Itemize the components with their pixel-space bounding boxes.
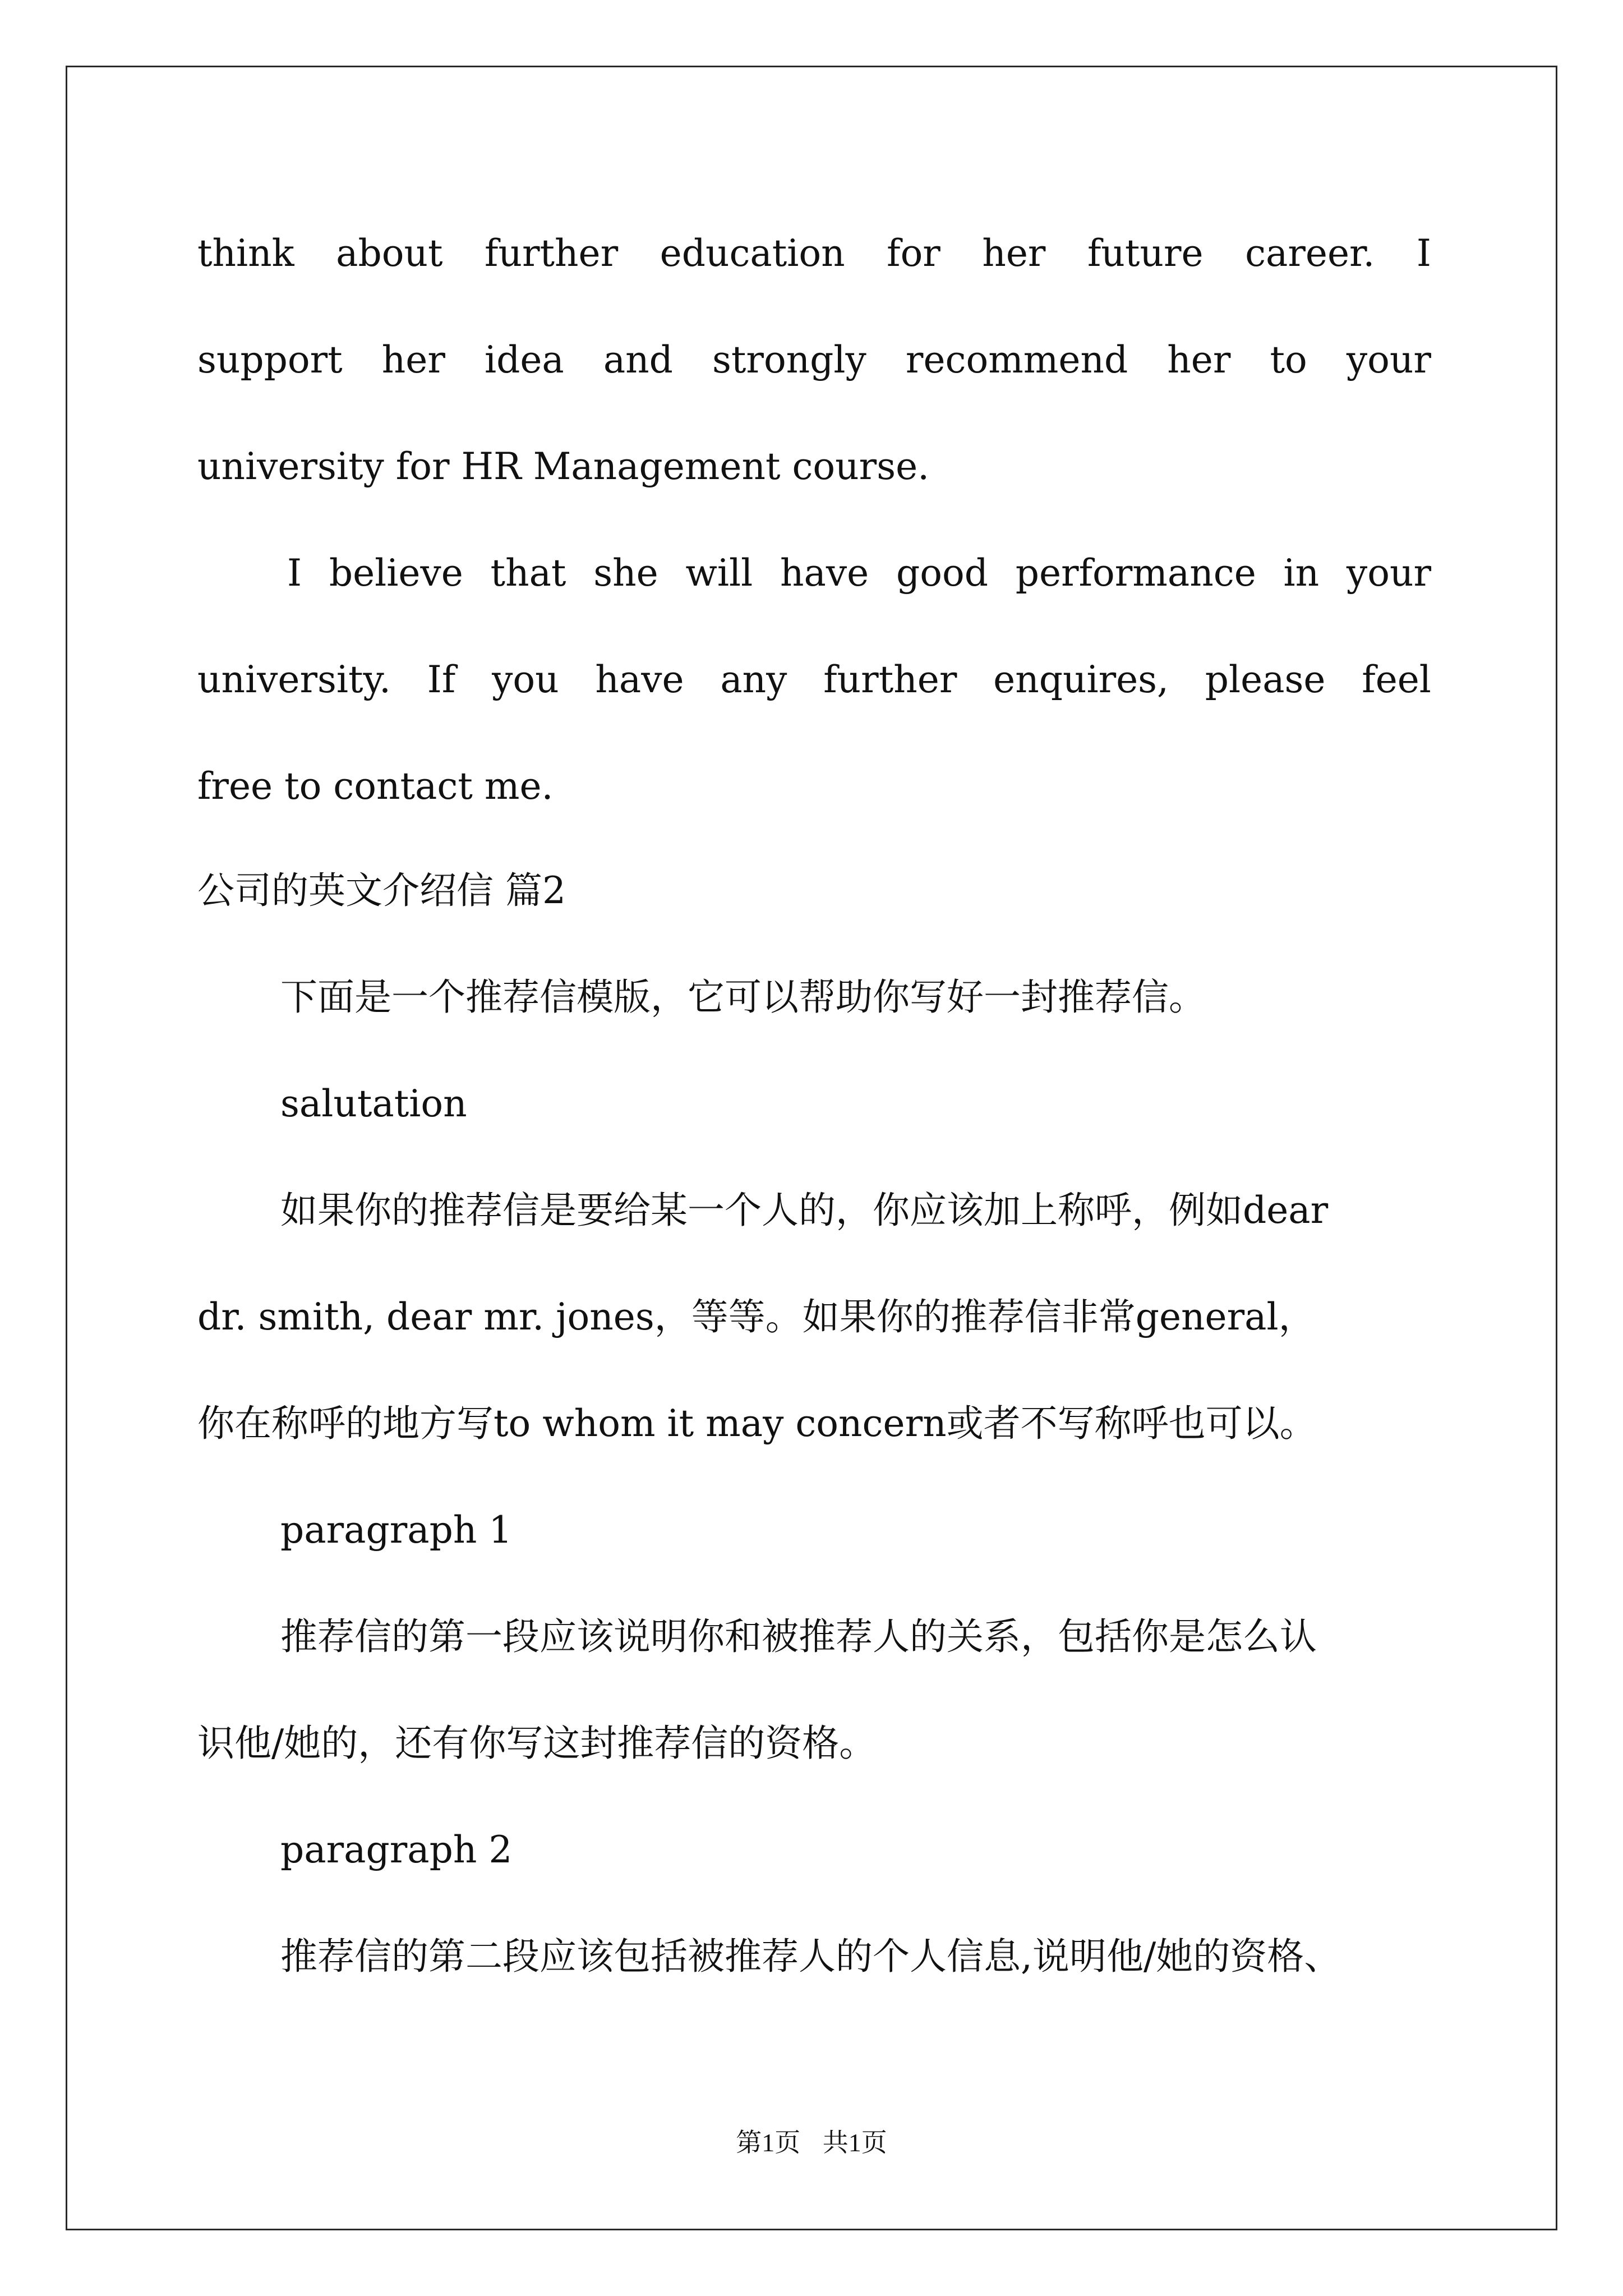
section-label: paragraph 2 bbox=[280, 1828, 513, 1871]
text-line: I believe that she will have good performance in your bbox=[287, 551, 1431, 595]
page-number-current: 第1页 bbox=[736, 2128, 801, 2157]
text-line: think about further education for her future career. I bbox=[197, 232, 1431, 275]
section-label: paragraph 1 bbox=[280, 1508, 513, 1552]
text-line: university for HR Management course. bbox=[197, 445, 930, 488]
text-line: dr. smith, dear mr. jones，等等。如果你的推荐信非常general， bbox=[197, 1295, 1316, 1338]
text-line: 推荐信的第一段应该说明你和被推荐人的关系，包括你是怎么认 bbox=[280, 1615, 1317, 1658]
section-label: salutation bbox=[280, 1082, 467, 1125]
text-line: university. If you have any further enquires, please feel bbox=[197, 658, 1431, 701]
text-line: 推荐信的第二段应该包括被推荐人的个人信息,说明他/她的资格、 bbox=[280, 1935, 1341, 1978]
page-border bbox=[66, 66, 1557, 2230]
text-line: support her idea and strongly recommend her to your bbox=[197, 338, 1431, 381]
text-line: 下面是一个推荐信模版，它可以帮助你写好一封推荐信。 bbox=[280, 976, 1206, 1019]
text-line: 你在称呼的地方写to whom it may concern或者不写称呼也可以。 bbox=[197, 1402, 1317, 1445]
section-heading: 公司的英文介绍信 篇2 bbox=[197, 869, 566, 912]
page-number-total: 共1页 bbox=[822, 2128, 887, 2157]
text-line: 如果你的推荐信是要给某一个人的，你应该加上称呼，例如dear bbox=[280, 1189, 1329, 1232]
page-footer bbox=[0, 2126, 1623, 2160]
text-line: 识他/她的，还有你写这封推荐信的资格。 bbox=[197, 1722, 877, 1765]
text-line: free to contact me. bbox=[197, 765, 554, 808]
